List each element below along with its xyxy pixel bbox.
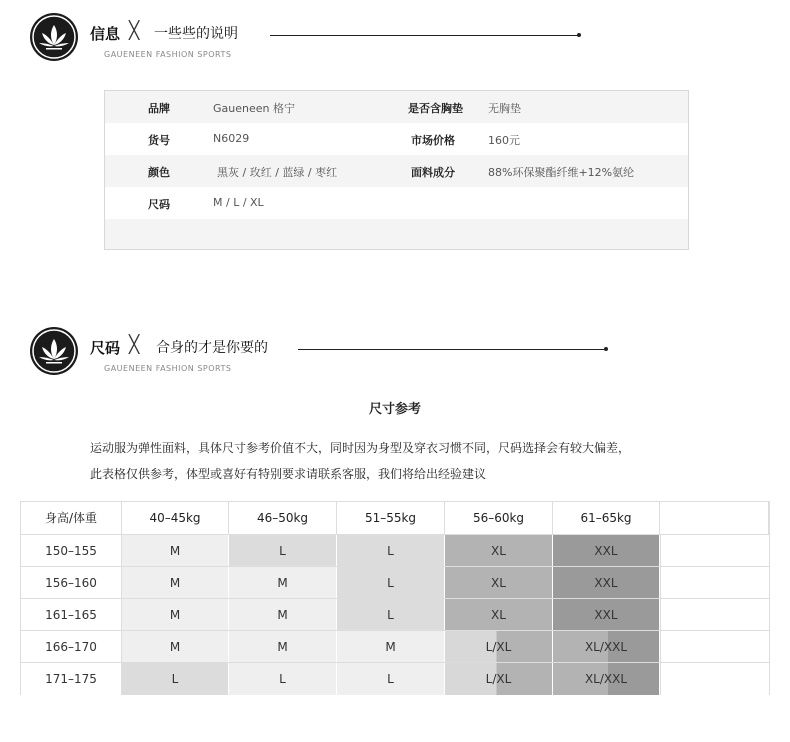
size-table-empty-cell	[660, 599, 769, 631]
divider-line	[270, 35, 580, 36]
size-table-cell: L	[337, 535, 445, 567]
brand-logo-icon	[30, 327, 78, 375]
info-value: M / L / XL	[213, 196, 264, 209]
size-table-height-cell: 156–160	[21, 567, 122, 599]
size-table-row-divider	[21, 598, 769, 599]
brand-caption: GAUENEEN FASHION SPORTS	[104, 50, 232, 59]
size-table-header-cell: 61–65kg	[553, 502, 660, 534]
info-value: 无胸垫	[488, 102, 521, 115]
section-subtitle: 合身的才是你要的	[156, 340, 268, 356]
divider-dot	[577, 33, 581, 37]
size-table-header-cell: 46–50kg	[229, 502, 337, 534]
size-table-height-cell: 150–155	[21, 535, 122, 567]
size-table-header-cell: 40–45kg	[122, 502, 229, 534]
size-table-cell: XXL	[553, 535, 660, 567]
size-table-height-cell: 166–170	[21, 631, 122, 663]
size-table-row-divider	[21, 534, 769, 535]
size-table-cell: XL	[445, 567, 553, 599]
size-description-line: 运动服为弹性面料，具体尺寸参考价值不大，同时因为身型及穿衣习惯不同，尺码选择会有较大偏差，	[90, 441, 631, 455]
size-section-header	[30, 327, 590, 387]
info-section-header	[30, 13, 590, 73]
size-table-cell: L	[122, 663, 229, 695]
size-table-cell: L/XL	[445, 663, 553, 695]
size-table-cell: M	[122, 631, 229, 663]
size-table-cell: XL/XXL	[553, 631, 660, 663]
size-table-row-divider	[21, 630, 769, 631]
info-row	[105, 155, 688, 187]
info-key: 市场价格	[411, 134, 455, 147]
size-table-cell: M	[122, 535, 229, 567]
size-description-line: 此表格仅供参考，体型或喜好有特别要求请联系客服，我们将给出经验建议	[90, 467, 487, 481]
info-key: 是否含胸垫	[408, 102, 463, 115]
size-table-cell: L	[337, 599, 445, 631]
product-info-table	[104, 90, 689, 250]
size-table-empty-cell	[660, 535, 769, 567]
size-table-cell: XL	[445, 599, 553, 631]
size-table-row-divider	[21, 662, 769, 663]
x-mark: ╳	[129, 335, 140, 355]
size-table-height-cell: 171–175	[21, 663, 122, 695]
size-table-header-cell: 身高/体重	[21, 502, 122, 534]
size-table-header-cell	[660, 502, 769, 534]
info-value: 88%环保聚酯纤维+12%氨纶	[488, 166, 635, 179]
size-table-cell: XL	[445, 535, 553, 567]
section-title: 信息	[90, 25, 121, 43]
brand-caption: GAUENEEN FASHION SPORTS	[104, 364, 232, 373]
size-table-cell: M	[229, 599, 337, 631]
info-value: N6029	[213, 132, 250, 145]
section-subtitle: 一些些的说明	[154, 26, 238, 42]
size-table-height-cell: 161–165	[21, 599, 122, 631]
size-table-cell: M	[229, 631, 337, 663]
size-chart-table	[20, 501, 770, 695]
info-row	[105, 123, 688, 155]
x-mark: ╳	[129, 21, 140, 41]
size-reference-title: 尺寸参考	[368, 402, 421, 417]
info-row	[105, 187, 688, 219]
size-table-cell: M	[337, 631, 445, 663]
size-table-cell: L	[337, 663, 445, 695]
size-table-cell: M	[122, 567, 229, 599]
info-row	[105, 91, 688, 123]
divider-line	[298, 349, 606, 350]
size-table-header-cell: 51–55kg	[337, 502, 445, 534]
info-key: 货号	[148, 134, 170, 147]
section-title: 尺码	[90, 339, 121, 357]
size-table-cell: XXL	[553, 567, 660, 599]
size-table-row-divider	[21, 566, 769, 567]
brand-logo-icon	[30, 13, 78, 61]
size-table-header-cell: 56–60kg	[445, 502, 553, 534]
size-table-cell: XL/XXL	[553, 663, 660, 695]
size-table-cell: L	[229, 535, 337, 567]
size-table-cell: L	[337, 567, 445, 599]
size-table-empty-cell	[660, 631, 769, 663]
info-key: 面料成分	[411, 166, 455, 179]
size-table-cell: M	[122, 599, 229, 631]
info-key: 尺码	[148, 198, 170, 211]
size-table-cell: L/XL	[445, 631, 553, 663]
info-value: Gaueneen 格宁	[213, 102, 295, 115]
info-value: 160元	[488, 134, 520, 147]
size-table-empty-cell	[660, 663, 769, 695]
size-table-cell: XXL	[553, 599, 660, 631]
size-table-cell: M	[229, 567, 337, 599]
size-table-cell: L	[229, 663, 337, 695]
divider-dot	[604, 347, 608, 351]
info-value: 黑灰 / 玫红 / 蓝绿 / 枣红	[217, 166, 338, 179]
size-table-empty-cell	[660, 567, 769, 599]
info-key: 颜色	[148, 166, 170, 179]
info-key: 品牌	[148, 102, 170, 115]
